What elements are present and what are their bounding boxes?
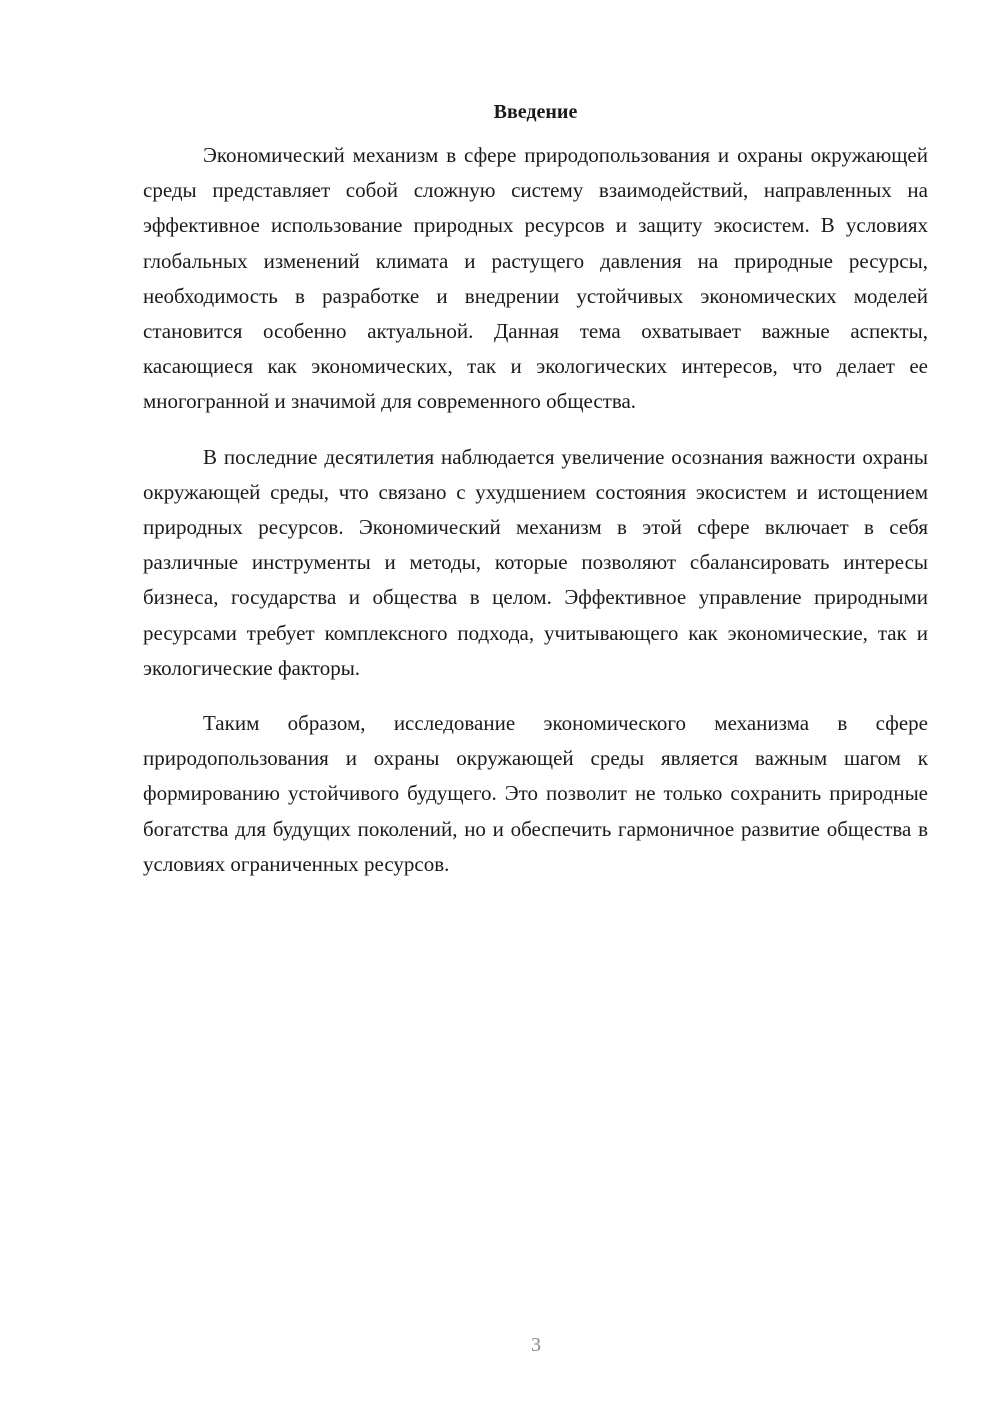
- paragraph-2: В последние десятилетия наблюдается увеличение осознания важности охраны окружающей среды, что связано с ухудшением состояния экосистем и истощением природных ресурсов. Экономический механизм в этой сфере включает в себя различные инструменты и методы, которые позволяют сбалансировать интересы бизнеса, государства и общества в целом. Эффективное управление природными ресурсами требует комплексного подхода, учитывающего как экономические, так и экологические факторы.: [143, 444, 928, 680]
- paragraph-3: Таким образом, исследование экономического механизма в сфере природопользования и охраны окружающей среды является важным шагом к формированию устойчивого будущего. Это позволит не только сохранить природные богатства для будущих поколений, но и обеспечить гармоничное развитие общества в условиях ограниченных ресурсов.: [143, 711, 928, 876]
- page-number: 3: [531, 1334, 541, 1356]
- section-heading: Введение: [493, 101, 578, 123]
- document-body: [143, 98, 928, 882]
- paragraph-1: Экономический механизм в сфере природопользования и охраны окружающей среды представляет собой сложную систему взаимодействий, направленных на эффективное использование природных ресурсов и защиту экосистем. В условиях глобальных изменений климата и растущего давления на природные ресурсы, необходимость в разработке и внедрении устойчивых экономических моделей становится особенно актуальной. Данная тема охватывает важные аспекты, касающиеся как экономических, так и экологических интересов, что делает ее многогранной и значимой для современного общества.: [143, 143, 928, 414]
